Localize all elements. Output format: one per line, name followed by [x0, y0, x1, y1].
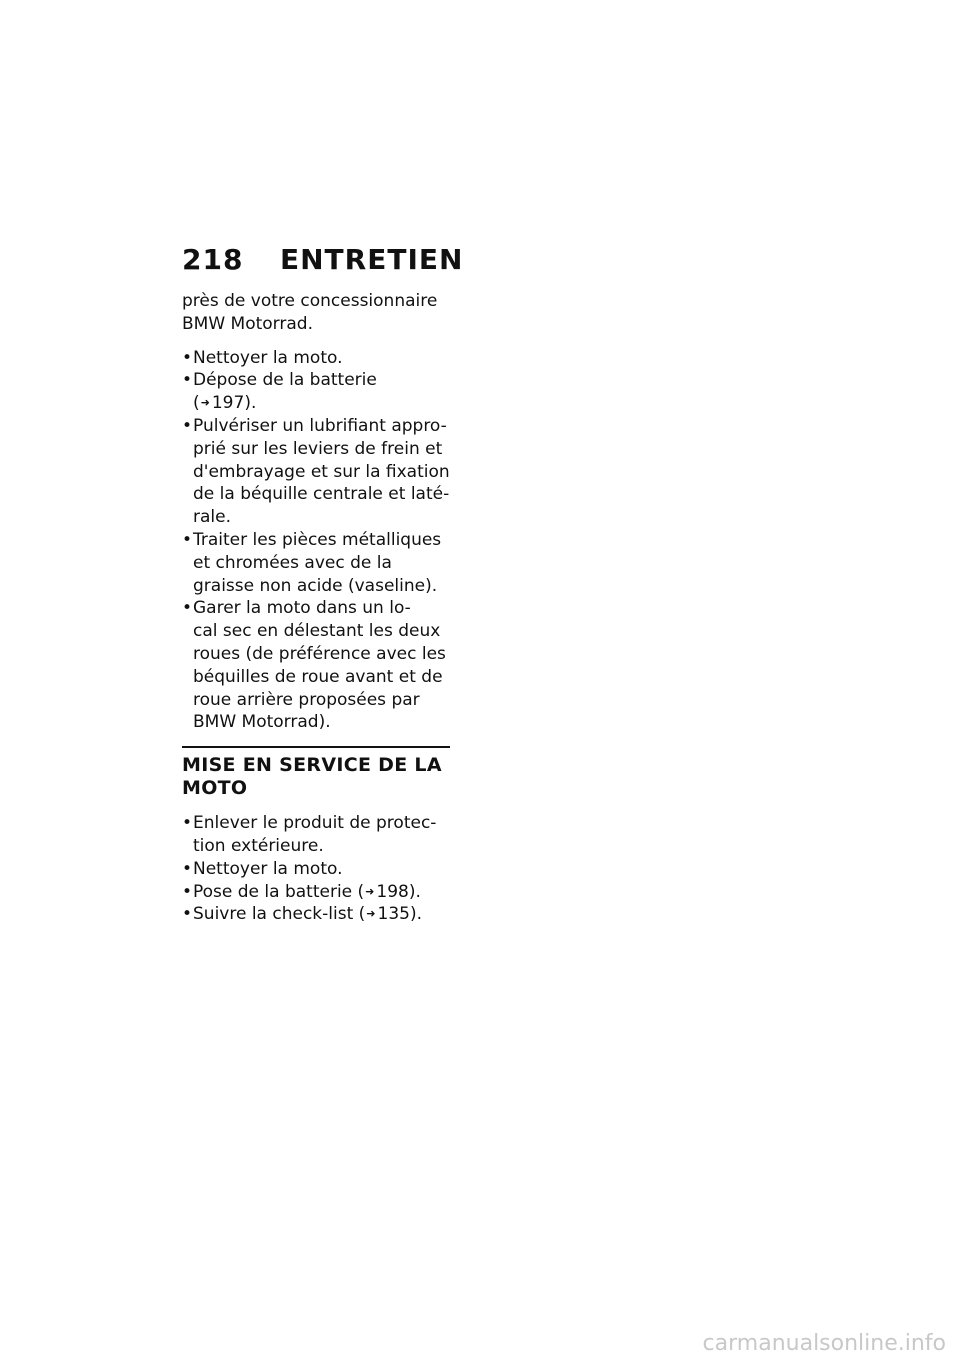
text-line: graisse non acide (vaseline). [193, 575, 438, 596]
section-divider [182, 746, 450, 748]
list-item [182, 529, 450, 597]
xref-close: ). [409, 904, 423, 925]
commissioning-steps-list [182, 812, 450, 926]
xref-page: 135 [377, 904, 410, 925]
text-line: • Enlever le produit de protec- [193, 813, 437, 834]
text-line: d'embrayage et sur la fixation [193, 461, 450, 482]
text-line: prié sur les leviers de frein et [193, 438, 443, 459]
text-line: BMW Motorrad). [193, 712, 331, 733]
list-item [182, 369, 450, 415]
text-line: • Pulvériser un lubrifiant appro- [193, 415, 447, 436]
section-title-line: MOTO [182, 777, 248, 800]
text-line: béquilles de roue avant et de [193, 666, 443, 687]
section-title [182, 754, 450, 800]
text-line: • Traiter les pièces métalliques [193, 529, 442, 550]
text-line: tion extérieure. [193, 835, 324, 856]
text-line: roues (de préférence avec les [193, 643, 446, 664]
xref-text: Pose de la batterie ( [193, 881, 365, 902]
arrow-right-icon: ➜ [200, 396, 210, 410]
text-line: et chromées avec de la [193, 552, 392, 573]
chapter-title: ENTRETIEN [280, 243, 464, 276]
text-line: • Nettoyer la moto. [193, 858, 343, 879]
text-line: près de votre concessionnaire [182, 291, 438, 311]
xref-close: ). [408, 881, 421, 902]
watermark: carmanualsonline.info [702, 1331, 946, 1356]
list-item [182, 347, 450, 370]
list-item [182, 858, 450, 881]
section-title-line: MISE EN SERVICE DE LA [182, 754, 442, 777]
list-item [182, 812, 450, 858]
xref-open: ( [193, 393, 200, 414]
list-item [182, 415, 450, 529]
text-line: • Garer la moto dans un lo- [193, 598, 411, 619]
intro-paragraph [182, 290, 450, 336]
text-line: rale. [193, 507, 231, 528]
cross-reference[interactable] [193, 903, 450, 926]
xref-page: 198 [376, 881, 409, 902]
text-line: roue arrière proposées par [193, 689, 420, 710]
text-line: • Dépose de la batterie [193, 370, 377, 391]
text-line: • Nettoyer la moto. [193, 347, 343, 368]
storage-steps-list [182, 347, 450, 735]
list-item [182, 903, 450, 926]
cross-reference[interactable] [193, 392, 450, 415]
list-item [182, 597, 450, 734]
page-number: 218 [182, 243, 244, 276]
text-line: cal sec en délestant les deux [193, 621, 441, 642]
list-item [182, 881, 450, 904]
text-line: BMW Motorrad. [182, 313, 313, 334]
cross-reference[interactable] [193, 881, 450, 904]
xref-close: ). [244, 393, 257, 414]
xref-page: 197 [211, 393, 245, 414]
content-column [182, 290, 450, 926]
arrow-right-icon: ➜ [366, 907, 376, 921]
xref-text: Suivre la check-list ( [193, 904, 366, 925]
arrow-right-icon: ➜ [365, 884, 375, 898]
page-header [182, 240, 463, 280]
text-line: de la béquille centrale et laté- [193, 484, 450, 505]
